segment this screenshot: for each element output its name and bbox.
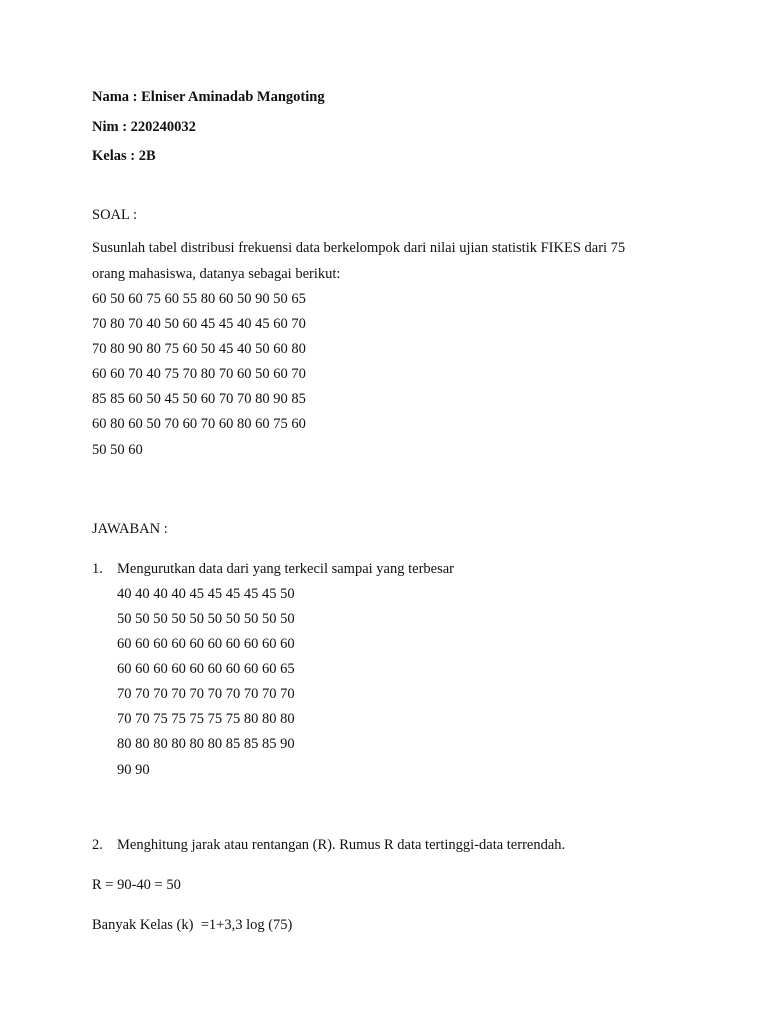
- soal-heading: SOAL :: [92, 207, 137, 223]
- sorted-data-row: 50 50 50 50 50 50 50 50 50 50: [117, 611, 295, 627]
- sorted-data-row: 70 70 75 75 75 75 75 80 80 80: [117, 711, 295, 727]
- sorted-data-row: 40 40 40 40 45 45 45 45 45 50: [117, 586, 295, 602]
- soal-data-row: 70 80 70 40 50 60 45 45 40 45 60 70: [92, 316, 306, 332]
- step2-number: 2.: [92, 837, 103, 853]
- step1-number: 1.: [92, 561, 103, 577]
- soal-intro-line2: orang mahasiswa, datanya sebagai berikut:: [92, 266, 341, 282]
- sorted-data-row: 80 80 80 80 80 80 85 85 85 90: [117, 736, 295, 752]
- sorted-data-row: 60 60 60 60 60 60 60 60 60 65: [117, 661, 295, 677]
- student-class: Kelas : 2B: [92, 148, 156, 164]
- student-name: Nama : Elniser Aminadab Mangoting: [92, 89, 325, 105]
- student-nim: Nim : 220240032: [92, 119, 196, 135]
- soal-data-row: 85 85 60 50 45 50 60 70 70 80 90 85: [92, 391, 306, 407]
- class-count-formula: Banyak Kelas (k) =1+3,3 log (75): [92, 917, 293, 933]
- soal-data-row: 60 50 60 75 60 55 80 60 50 90 50 65: [92, 291, 306, 307]
- step1-text: Mengurutkan data dari yang terkecil sampai yang terbesar: [117, 561, 454, 577]
- soal-data-row: 60 60 70 40 75 70 80 70 60 50 60 70: [92, 366, 306, 382]
- soal-data-row: 50 50 60: [92, 442, 143, 458]
- sorted-data-row: 70 70 70 70 70 70 70 70 70 70: [117, 686, 295, 702]
- jawaban-heading: JAWABAN :: [92, 521, 168, 537]
- soal-data-row: 70 80 90 80 75 60 50 45 40 50 60 80: [92, 341, 306, 357]
- soal-intro-line1: Susunlah tabel distribusi frekuensi data berkelompok dari nilai ujian statistik FIKES dari 75: [92, 240, 626, 256]
- range-formula: R = 90-40 = 50: [92, 877, 181, 893]
- step2-text: Menghitung jarak atau rentangan (R). Rumus R data tertinggi-data terrendah.: [117, 837, 566, 853]
- sorted-data-row: 90 90: [117, 762, 150, 778]
- sorted-data-row: 60 60 60 60 60 60 60 60 60 60: [117, 636, 295, 652]
- soal-data-row: 60 80 60 50 70 60 70 60 80 60 75 60: [92, 416, 306, 432]
